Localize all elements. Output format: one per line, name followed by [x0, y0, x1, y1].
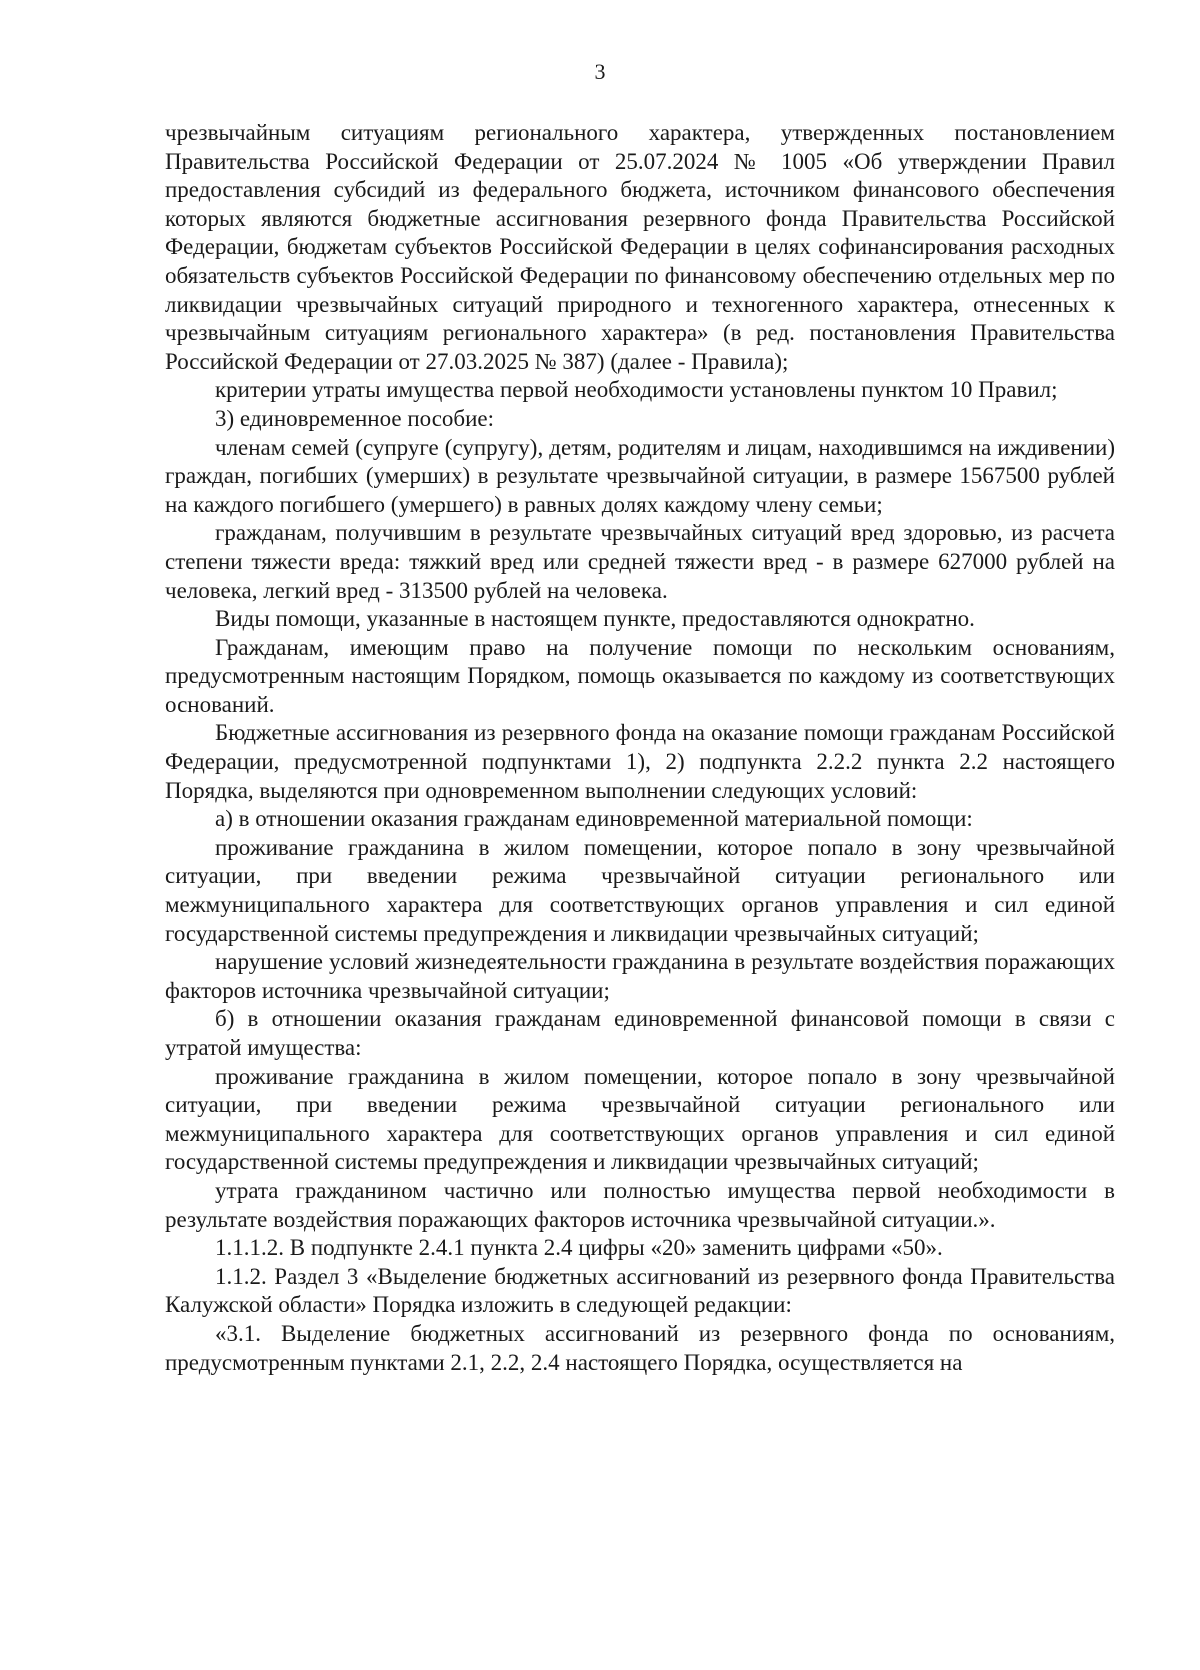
paragraph: 3) единовременное пособие:	[215, 405, 495, 431]
paragraph: критерии утраты имущества первой необходимости установлены пунктом 10 Правил;	[215, 377, 1058, 403]
paragraph: 1.1.2. Раздел 3 «Выделение бюджетных ассигнований из резервного фонда Правительства Калужской области» Порядка изложить в следующей редакции:	[165, 1263, 1115, 1318]
document-body	[165, 119, 1115, 1377]
paragraph: Виды помощи, указанные в настоящем пункте, предоставляются однократно.	[215, 606, 975, 632]
paragraph: Бюджетные ассигнования из резервного фонда на оказание помощи гражданам Российской Федерации, предусмотренной подпунктами 1), 2) подпункта 2.2.2 пункта 2.2 настоящего Порядка, выделяются при одновременном выполнении следующих условий:	[165, 720, 1115, 803]
page-number: 3	[594, 59, 606, 84]
paragraph: проживание гражданина в жилом помещении, которое попало в зону чрезвычайной ситуации, при введении режима чрезвычайной ситуации регионального или межмуниципального характера для соответствующих органов управления и сил единой государственной системы предупреждения и ликвидации чрезвычайных ситуаций;	[165, 1063, 1115, 1175]
paragraph: «3.1. Выделение бюджетных ассигнований из резервного фонда по основаниям, предусмотренным пунктами 2.1, 2.2, 2.4 настоящего Порядка, осуществляется на	[165, 1320, 1115, 1375]
paragraph: Гражданам, имеющим право на получение помощи по нескольким основаниям, предусмотренным настоящим Порядком, помощь оказывается по каждому из соответствующих оснований.	[165, 634, 1115, 717]
paragraph: гражданам, получившим в результате чрезвычайных ситуаций вред здоровью, из расчета степени тяжести вреда: тяжкий вред или средней тяжести вред - в размере 627000 рублей на человека, легкий вред - 313500 рублей на человека.	[165, 520, 1115, 603]
paragraph: б) в отношении оказания гражданам единовременной финансовой помощи в связи с утратой имущества:	[165, 1006, 1115, 1060]
paragraph: чрезвычайным ситуациям регионального характера, утвержденных постановлением Правительства Российской Федерации от 25.07.2024 № 1005 «Об утверждении Правил предоставления субсидий из федерального бюджета, источником финансового обеспечения которых являются бюджетные ассигнования резервного фонда Правительства Российской Федерации, бюджетам субъектов Российской Федерации в целях софинансирования расходных обязательств субъектов Российской Федерации по финансовому обеспечению отдельных мер по ликвидации чрезвычайных ситуаций природного и техногенного характера, отнесенных к чрезвычайным ситуациям регионального характера» (в ред. постановления Правительства Российской Федерации от 27.03.2025 № 387) (далее - Правила);	[165, 120, 1115, 374]
paragraph: членам семей (супруге (супругу), детям, родителям и лицам, находившимся на иждивении) граждан, погибших (умерших) в результате чрезвычайной ситуации, в размере 1567500 рублей на каждого погибшего (умершего) в равных долях каждому члену семьи;	[165, 434, 1115, 517]
paragraph: а) в отношении оказания гражданам единовременной материальной помощи:	[215, 806, 973, 832]
paragraph: утрата гражданином частично или полностью имущества первой необходимости в результате воздействия поражающих факторов источника чрезвычайной ситуации.».	[165, 1177, 1115, 1232]
paragraph: нарушение условий жизнедеятельности гражданина в результате воздействия поражающих факторов источника чрезвычайной ситуации;	[165, 949, 1115, 1003]
paragraph: 1.1.1.2. В подпункте 2.4.1 пункта 2.4 цифры «20» заменить цифрами «50».	[215, 1235, 943, 1261]
paragraph: проживание гражданина в жилом помещении, которое попало в зону чрезвычайной ситуации, при введении режима чрезвычайной ситуации регионального или межмуниципального характера для соответствующих органов управления и сил единой государственной системы предупреждения и ликвидации чрезвычайных ситуаций;	[165, 834, 1115, 946]
